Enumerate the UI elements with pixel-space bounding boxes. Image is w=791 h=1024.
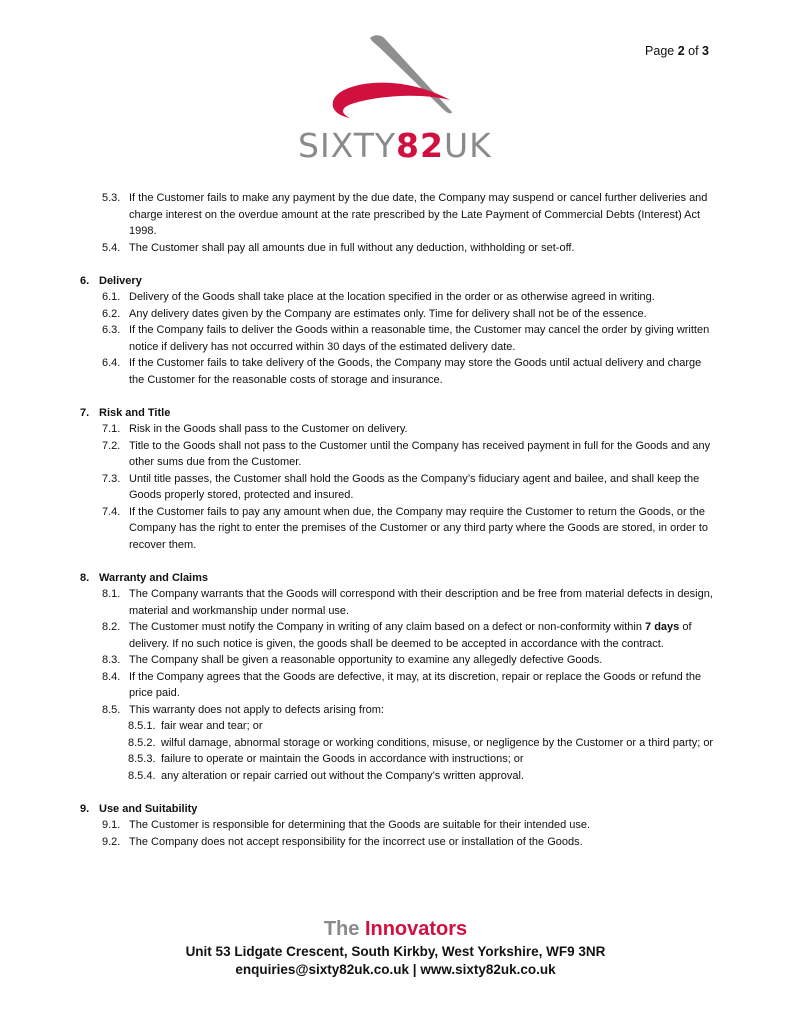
subclause-item — [80, 718, 716, 735]
clause-number: 6.2. — [102, 307, 121, 320]
clause-number: 8.2. — [102, 621, 121, 633]
clause-number: 8.5.3. — [128, 753, 156, 765]
clause-item — [80, 817, 716, 834]
section-title: Use and Suitability — [99, 802, 198, 815]
clause-number: 8.5.1. — [128, 720, 156, 732]
clause-text: Risk in the Goods shall pass to the Customer on delivery. — [129, 423, 408, 435]
clause-item — [80, 322, 716, 355]
clause-text: The Customer must notify the Company in writing of any claim based on a defect or non-conformity within — [129, 621, 646, 633]
clause-text: Delivery of the Goods shall take place at the location specified in the order or as otherwise agreed in writing. — [129, 291, 655, 303]
company-logo — [298, 34, 492, 165]
section-title: Risk and Title — [99, 406, 171, 419]
clause-text: If the Company fails to deliver the Goods within a reasonable time, the Customer may cancel the order by giving written notice if delivery has not occurred within 30 days of the estimated delivery date. — [129, 324, 710, 353]
clause-text: If the Customer fails to pay any amount when due, the Company may require the Customer to return the Goods, or the Company has the right to enter the premises of the Customer or any third party where the Goods are stored, in order to recover them. — [129, 505, 709, 551]
clause-text: fair wear and tear; or — [161, 720, 263, 732]
section-title: Warranty and Claims — [99, 571, 209, 584]
clause-number: 6. — [80, 274, 90, 287]
clause-text: The Company does not accept responsibility for the incorrect use or installation of the Goods. — [129, 835, 583, 848]
clause-number: 9. — [80, 802, 90, 815]
clause-text: If the Customer fails to take delivery of the Goods, the Company may store the Goods until actual delivery and charge the Customer for the reasonable costs of storage and insurance. — [129, 357, 702, 386]
section-title: Delivery — [99, 274, 142, 287]
clause-number: 8.1. — [102, 588, 121, 600]
clause-item — [80, 586, 716, 619]
clause-text: failure to operate or maintain the Goods in accordance with instructions; or — [161, 753, 524, 765]
terms-content — [80, 190, 716, 850]
clause-text: Any delivery dates given by the Company are estimates only. Time for delivery shall not be of the essence. — [129, 307, 647, 320]
clause-number: 8.5. — [102, 703, 121, 716]
section-heading — [80, 570, 716, 587]
clause-item — [80, 190, 716, 240]
clause-text: 7 days — [645, 621, 680, 633]
section-heading — [80, 405, 716, 422]
footer-contact: enquiries@sixty82uk.co.uk | www.sixty82uk.co.uk — [235, 962, 556, 977]
section-heading — [80, 801, 716, 818]
clause-text: The Company warrants that the Goods will correspond with their description and be free from material defects in design, material and workmanship under normal use. — [129, 588, 713, 617]
clause-number: 8.5.2. — [128, 736, 156, 749]
clause-text: If the Customer fails to make any payment by the due date, the Company may suspend or cancel further deliveries and charge interest on the overdue amount at the rate prescribed by the Late Payment of Commercial Debts (Interest) Act 1998. — [129, 192, 708, 237]
clause-number: 8.3. — [102, 654, 121, 666]
clause-text: wilful damage, abnormal storage or working conditions, misuse, or negligence by the Customer or a third party; or — [161, 736, 714, 749]
clause-number: 8.5.4. — [128, 769, 156, 782]
clause-text: any alteration or repair carried out without the Company’s written approval. — [161, 769, 524, 782]
swoosh-logo-icon — [298, 34, 490, 126]
clause-text: of delivery. If no such notice is given, the goods shall be deemed to be accepted in accordance with the contract. — [129, 621, 692, 650]
clause-item — [80, 504, 716, 554]
section-heading — [80, 273, 716, 290]
clause-number: 9.2. — [102, 835, 121, 848]
clause-number: 6.3. — [102, 324, 121, 336]
clause-number: 8. — [80, 571, 90, 584]
clause-item — [80, 834, 716, 851]
subclause-item — [80, 768, 716, 785]
clause-number: 6.4. — [102, 357, 121, 369]
page-number: Page 2 of 3 — [645, 44, 709, 58]
clause-item — [80, 652, 716, 669]
clause-number: 7.1. — [102, 423, 121, 435]
footer-tagline: The Innovators — [323, 918, 468, 940]
clause-number: 7.3. — [102, 472, 121, 485]
clause-item — [80, 306, 716, 323]
clause-item — [80, 471, 716, 504]
clause-number: 7.2. — [102, 439, 121, 452]
clause-text: Title to the Goods shall not pass to the Customer until the Company has received payment in full for the Goods and any other sums due from the Customer. — [129, 439, 711, 468]
clause-item — [80, 421, 716, 438]
clause-number: 5.3. — [102, 192, 121, 204]
clause-number: 7. — [80, 406, 90, 419]
logo-wordmark: SIXTY82UK — [298, 126, 492, 165]
clause-item — [80, 669, 716, 702]
clause-item — [80, 702, 716, 719]
clause-text: The Customer is responsible for determining that the Goods are suitable for their intended use. — [129, 819, 591, 831]
clause-text: Until title passes, the Customer shall hold the Goods as the Company’s fiduciary agent and bailee, and shall keep the Goods properly stored, protected and insured. — [129, 472, 700, 501]
clause-number: 6.1. — [102, 291, 121, 303]
clause-number: 5.4. — [102, 241, 121, 254]
clause-item — [80, 438, 716, 471]
clause-text: If the Company agrees that the Goods are defective, it may, at its discretion, repair or replace the Goods or refund the price paid. — [129, 670, 702, 699]
clause-item — [80, 240, 716, 257]
clause-text: This warranty does not apply to defects arising from: — [129, 703, 384, 716]
subclause-item — [80, 751, 716, 768]
clause-item — [80, 355, 716, 388]
clause-item — [80, 619, 716, 652]
clause-text: The Company shall be given a reasonable opportunity to examine any allegedly defective Goods. — [129, 654, 603, 666]
subclause-item — [80, 735, 716, 752]
clause-number: 9.1. — [102, 819, 121, 831]
clause-number: 7.4. — [102, 505, 121, 518]
footer-address: Unit 53 Lidgate Crescent, South Kirkby, West Yorkshire, WF9 3NR — [185, 944, 606, 959]
clause-item — [80, 289, 716, 306]
clause-text: The Customer shall pay all amounts due in full without any deduction, withholding or set-off. — [129, 241, 575, 254]
clause-number: 8.4. — [102, 670, 121, 683]
